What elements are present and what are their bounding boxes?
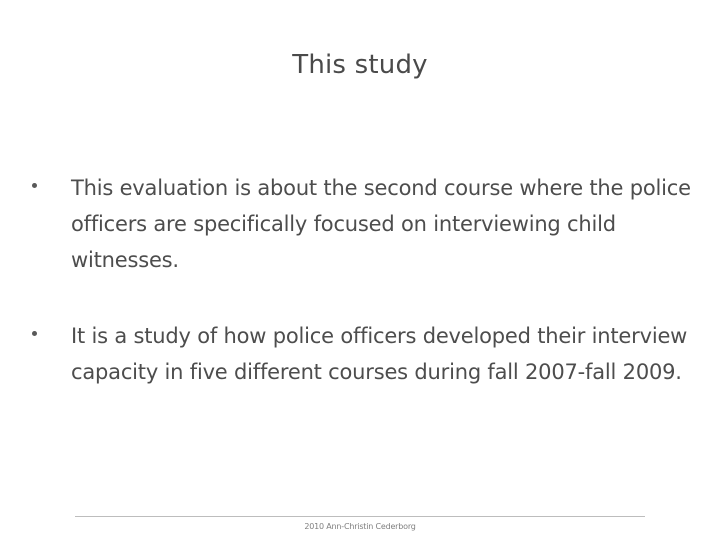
slide-title: This study xyxy=(292,50,428,80)
bullet-dot-icon xyxy=(32,331,37,336)
bullet-dot-icon xyxy=(32,183,37,188)
bullet-text: It is a study of how police officers developed their interview capacity in five different courses during fall 2007-fall 2009. xyxy=(71,324,688,384)
footer-text: 2010 Ann-Christin Cederborg xyxy=(304,522,416,531)
bullet-text: This evaluation is about the second course where the police officers are specifically focused on interviewing child witnesses. xyxy=(71,176,691,272)
footer-divider xyxy=(75,516,645,517)
